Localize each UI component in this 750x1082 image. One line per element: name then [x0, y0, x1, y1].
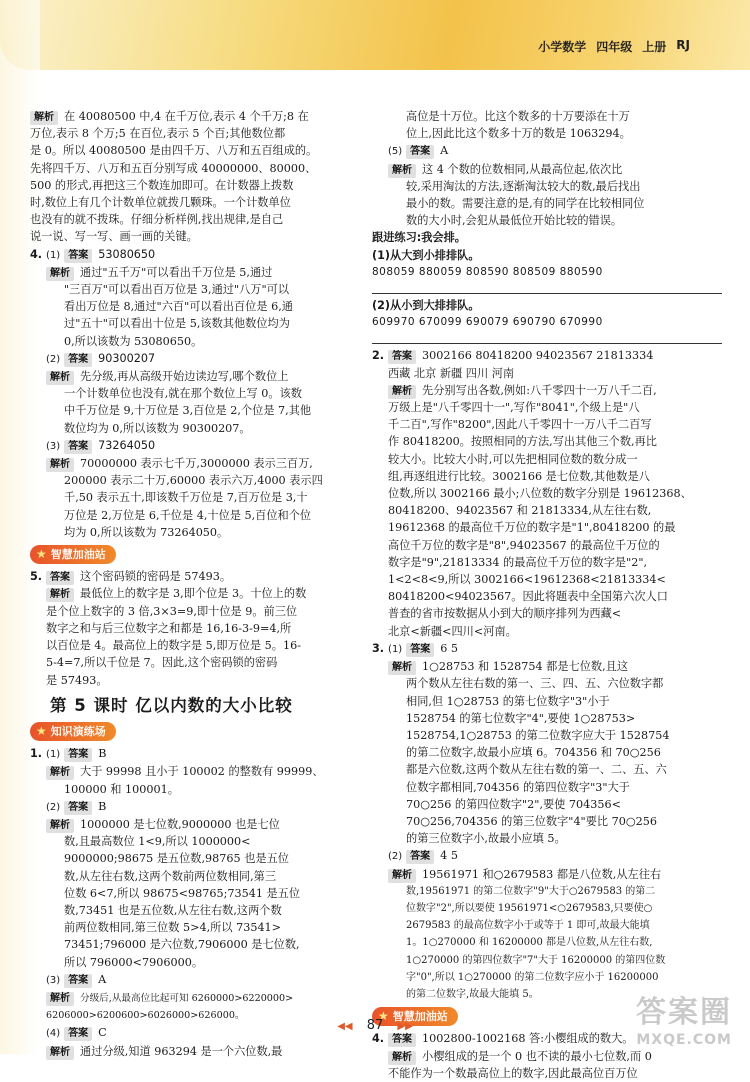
follow-up-1-sequence: 808059 880059 808590 808509 880590	[372, 265, 603, 278]
star-icon: ★	[36, 723, 47, 738]
watermark-logo: 答案圈 MXQE.COM	[636, 995, 732, 1048]
divider	[372, 293, 722, 294]
header-edition: RJ	[676, 38, 690, 52]
header-volume: 上册	[642, 40, 667, 54]
page-header	[538, 38, 690, 55]
follow-up-2-sequence: 609970 670099 690079 690790 670990	[372, 316, 603, 329]
header-grade: 四年级	[596, 40, 633, 54]
section-tag-wisdom: ★ 智慧加油站	[30, 545, 116, 564]
question-4-answer: 4. 答案 1002800-1002168 答:小樱组成的数大。	[372, 1032, 634, 1046]
left-column: 解析 在 40080500 中,4 在千万位,表示 4 个千万;8 在 万位,表示 8 个万;5 在百位,表示 5 个百;其他数位都 是 0。所以 40080500 是由四千万、八万和五百组成的。 先将四千万、八万和五百分别写成 40000000、80000、 500 的形式,再把这三个数连加即可。在计数器上拨数 时,数位上有几个计数单位就拨几颗珠。一个计数单位 也没有的就不拨珠。仔细分析样例,找出规律,是自己 说一说、写一写、画一画的关键。 4. (1) 答案 53080650 解析 通过"五千万"可以看出千万位是 5,通过 "三百万"可以看出百万位是 3,通过"八万"可以 看出万位是 8,通过"六百"可以看出百位是 6,通 过"五十"可以看出十位是 5,该数其他数位均为 0,所以该数为 53080650。 (2) 答案 90300207 解析 先分级,再从高级开始边读边写,哪个数位上 一个计数单位也没有,就在那个数位上写 0。该数 中千万位是 9,十万位是 3,百位是 2,个位是 7,其他 数位均为 0,所以该数为 90300207。 (3) 答案 73264050 解析 70000000 表示七千万,3000000 表示三百万, 200000 表示二十万,60000 表示六万,4000 表示四 千,50 表示五十,即该数千万位是 7,百万位是 3,十 万位是 2,万位是 6,千位是 4,十位是 5,百位和个位 均为 0,所以该数为 73264050。 ★ 智慧加油站 5. 答案 这个密码锁的密码是 57493。 解析 最低位上的数字是 3,即个位是 3。十位上的数 是个位上数字的 3 倍,3×3=9,即十位是 9。前三位 数字之和与后三位数字之和都是 16,16-3-9=4,所 以百位是 4。最高位上的数字是 5,即万位是 5。16- 5-4=7,所以千位是 7。因此,这个密码锁的密码 是 57493。 第 5 课时 亿以内数的大小比较 ★ 知识演练场 1. (1) 答案 B 解析 大于 99998 且小于 100002 的整数有 99999、 100000 和 100001。 (2) 答案 B 解析 1000000 是七位数,9000000 也是七位 数,且最高数位 1<9,所以 1000000< 9000000;98675 是五位数,98765 也是五位 数,从左往右数,这两个数前两位数相同,第三 位数 6<7,所以 98675<98765;73541 是五位 数,73451 也是五位数,从左往右数,这两个数 前两位数相同,第三位数 5>4,所以 73541> 73451;796000 是六位数,7906000 是七位数, 所以 796000<7906000。 (3) 答案 A 解析 分级后,从最高位比起可知 6260000>6220000> 6206000>6200600>6026000>626000。 (4) 答案 C 解析 通过分级,知道 963294 是一个六位数,最	[30, 108, 365, 1060]
follow-up-1-title: (1)从大到小排排队。	[372, 248, 480, 262]
next-page-icon[interactable]: ▶▶	[397, 1021, 413, 1032]
follow-up-title: 跟进练习:我会排。	[372, 231, 466, 245]
question-1-answer-3: (3) 答案 A	[46, 972, 107, 986]
page-number: 87	[366, 1018, 384, 1033]
header-subject: 小学数学	[538, 40, 587, 54]
question-1-answer-4: (4) 答案 C	[46, 1026, 107, 1040]
question-1-answer-5: (5) 答案 A	[388, 144, 449, 158]
question-5-answer: 5. 答案 这个密码锁的密码是 57493。	[30, 570, 232, 584]
label-jiexi: 解析	[30, 111, 58, 125]
question-3-answer-2: (2) 答案 4 5	[388, 849, 458, 863]
divider	[372, 343, 722, 344]
question-4-answer-1: 4. (1) 答案 53080650	[30, 247, 156, 261]
question-1-answer-1: 1. (1) 答案 B	[30, 747, 107, 761]
lesson-title: 第 5 课时 亿以内数的大小比较	[50, 695, 293, 715]
question-4-answer-3: (3) 答案 73264050	[46, 438, 156, 452]
star-icon: ★	[378, 1009, 389, 1024]
right-column: 高位是十万位。比这个数多的十万要添在十万 位上,因此比这个数多十万的数是 1063294。 (5) 答案 A 解析 这 4 个数的位数相同,从最高位起,依次比 较,采用淘汰的方法,逐渐淘汰较大的数,最后找出 最小的数。需要注意的是,有的同学在比较相同位 数的大小时,会犯从最低位开始比较的错误。 跟进练习:我会排。 (1)从大到小排排队。 808059 880059 808590 808509 880590 (2)从小到大排排队。 609970 670099 690079 690790 670990 2. 答案 3002166 80418200 94023567 21813334 西藏 北京 新疆 四川 河南 解析 先分别写出各数,例如:八千零四十一万八千二百, 万级上是"八千零四十一",写作"8041",个级上是"八 千二百",写作"8200",因此八千零四十一万八千二百写 作 80418200。按照相同的方法,写出其他三个数,再比 较大小。比较大小时,可以先把相同位数的数分成一 组,再逐组进行比较。3002166 是七位数,其他数是八 位数,所以 3002166 最小;八位数的数字分别是 19612368、 80418200、94023567 和 21813334,从左往右数, 19612368 的最高位千万位的数字是"1",80418200 的最 高位千万位的数字是"8",94023567 的最高位千万位的 数字是"9",21813334 的最高位千万位的数字是"2", 1<2<8<9,所以 3002166<19612368<21813334< 80418200<94023567。因此将题表中全国第六次人口 普查的省市按数据从小到大的顺序排列为西藏< 北京<新疆<四川<河南。 3. (1) 答案 6 5 解析 1○28753 和 1528754 都是七位数,且这 两个数从左往右数的第一、三、四、五、六位数字都 相同,但 1○28753 的第七位数字"3"小于 1528754 的第七位数字"4",要使 1○28753> 1528754,1○28753 的第二位数字应大于 1528754 的第二位数字,故最小应填 6。704356 和 70○256 都是六位数,这两个数从左往右数的第一、二、五、六 位数字都相同,704356 的第四位数字"3"大于 70○256 的第四位数字"2",要使 704356< 70○256,704356 的第三位数字"4"要比 70○256 的第三位数字小,故最小应填 5。 (2) 答案 4 5 解析 19561971 和○2679583 都是八位数,从左往右 数,19561971 的第二位数字"9"大于○2679583 的第二 位数字"2",所以要使 19561971<○2679583,只要使○ 2679583 的最高位数字小于或等于 1 即可,故最大能填 1。1○270000 和 16200000 都是八位数,从左往右数, 1○270000 的第四位数字"7"大于 16200000 的第四位数 字"0",所以 1○270000 的第二位数字应小于 16200000 的第二位数字,故最大能填 5。 ★ 智慧加油站 4. 答案 1002800-1002168 答:小樱组成的数大。 解析 小樱组成的是一个 0 也不读的最小七位数,而 0 不能作为一个数最高位上的数字,因此最高位百万位	[372, 108, 722, 1082]
question-2-answer: 2. 答案 3002166 80418200 94023567 21813334	[372, 349, 654, 363]
question-3-answer-1: 3. (1) 答案 6 5	[372, 641, 459, 655]
explanation-block: 解析 在 40080500 中,4 在千万位,表示 4 个千万;8 在	[30, 108, 365, 125]
header-banner	[0, 0, 750, 70]
prev-page-icon[interactable]: ◀◀	[337, 1021, 353, 1032]
question-1-answer-2: (2) 答案 B	[46, 799, 107, 813]
section-tag-wisdom-2: ★ 智慧加油站	[372, 1007, 458, 1026]
follow-up-2-title: (2)从小到大排排队。	[372, 299, 480, 313]
section-tag-practice: ★ 知识演练场	[30, 722, 116, 741]
star-icon: ★	[36, 547, 47, 562]
question-4-answer-2: (2) 答案 90300207	[46, 351, 156, 365]
